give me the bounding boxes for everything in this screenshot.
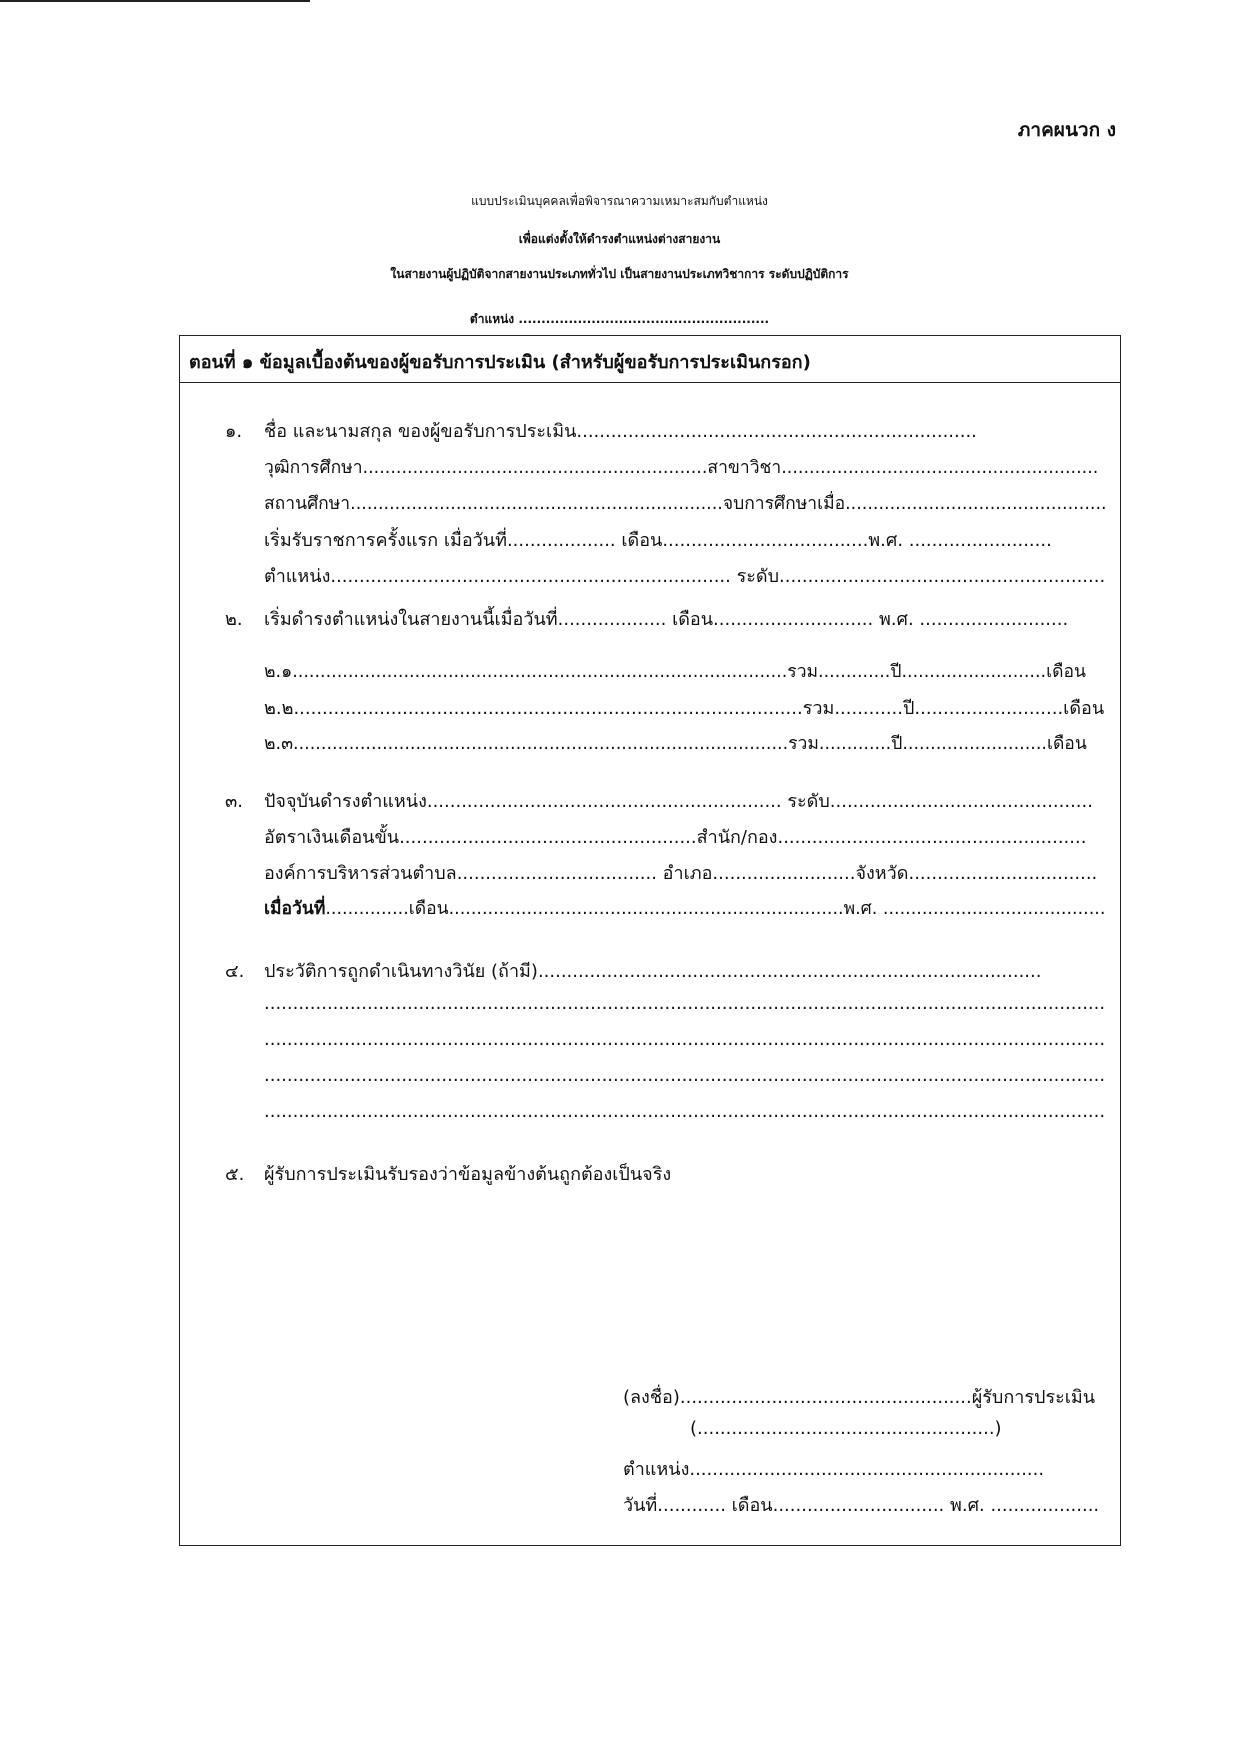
section-4-number: ๔. [225, 961, 245, 982]
line-start-date-field[interactable]: เริ่มดำรงตำแหน่งในสายงานนี้เมื่อวันที่................... เดือน............................ พ.ศ. .......................... [264, 609, 1069, 630]
signature-field[interactable]: (ลงชื่อ)...................................................ผู้รับการประเมิน [623, 1387, 1096, 1408]
applicant-name-field[interactable]: ชื่อ และนามสกุล ของผู้ขอรับการประเมิน...................................................................... [264, 421, 977, 442]
section-5-number: ๕. [225, 1164, 245, 1185]
date-label: เมื่อวันที่ [264, 899, 326, 919]
current-position-field[interactable]: ปัจจุบันดำรงตำแหน่ง.............................................................. ระดับ.............................................. [264, 791, 1093, 812]
section-3-number: ๓. [225, 791, 244, 812]
signer-position-field[interactable]: ตำแหน่ง.............................................................. [623, 1459, 1045, 1480]
education-field[interactable]: วุฒิการศึกษา..............................................................สาขาวิชา......................................................... [264, 458, 1099, 478]
section-1-number: ๑. [225, 421, 243, 442]
discipline-blank-line-3[interactable]: ................................................................................................................................................... [264, 1065, 1106, 1086]
date-dots: ...............เดือน.......................................................................พ.ศ. ........................................ [325, 899, 1106, 919]
position-history-2-3[interactable]: ๒.๓.........................................................................................รวม.............ปี..........................เดือน [264, 734, 1087, 754]
discipline-blank-line-1[interactable]: ................................................................................................................................................... [264, 993, 1106, 1014]
appendix-label: ภาคผนวก ง [1017, 119, 1116, 141]
form-title-line-1: แบบประเมินบุคคลเพื่อพิจารณาความเหมาะสมกับตำแหน่ง [471, 194, 768, 208]
organization-location-field[interactable]: องค์การบริหารส่วนตำบล................................... อำเภอ.........................จังหวัด................................. [264, 863, 1098, 884]
part1-header-bar [180, 336, 1120, 383]
discipline-blank-line-2[interactable]: ................................................................................................................................................... [264, 1029, 1106, 1050]
printed-name-field[interactable]: (....................................................) [690, 1418, 1002, 1439]
top-rule [0, 0, 310, 2]
signature-date-field[interactable]: วันที่............ เดือน.............................. พ.ศ. ................... [623, 1495, 1100, 1516]
form-title-line-3: ในสายงานผู้ปฏิบัติจากสายงานประเภททั่วไป เป็นสายงานประเภทวิชาการ ระดับปฏิบัติการ [390, 267, 849, 281]
part1-frame [179, 335, 1121, 1546]
service-start-date-field[interactable]: เริ่มรับราชการครั้งแรก เมื่อวันที่................... เดือน....................................พ.ศ. ......................... [264, 530, 1052, 551]
part1-header: ตอนที่ ๑ ข้อมูลเบื้องต้นของผู้ขอรับการประเมิน (สำหรับผู้ขอรับการประเมินกรอก) [189, 352, 811, 373]
position-history-2-2[interactable]: ๒.๒.........................................................................................รวม............ปี..........................เดือน [264, 698, 1105, 719]
position-history-2-1[interactable]: ๒.๑.........................................................................................รวม.............ปี..........................เดือน [264, 662, 1086, 682]
certification-statement: ผู้รับการประเมินรับรองว่าข้อมูลข้างต้นถูกต้องเป็นจริง [264, 1164, 672, 1185]
current-position-date-field[interactable] [264, 894, 1105, 922]
section-2-number: ๒. [225, 609, 243, 630]
position-field[interactable]: ตำแหน่ง ....................................................... [469, 312, 770, 326]
discipline-blank-line-4[interactable]: ................................................................................................................................................... [264, 1101, 1106, 1122]
form-title-line-2: เพื่อแต่งตั้งให้ดำรงตำแหน่งต่างสายงาน [518, 232, 721, 246]
s1-position-level-field[interactable]: ตำแหน่ง...................................................................... ระดับ......................................................... [264, 566, 1106, 587]
institution-field[interactable]: สถานศึกษา...................................................................จบการศึกษาเมื่อ............................................... [264, 494, 1107, 514]
salary-division-field[interactable]: อัตราเงินเดือนขั้น....................................................สำนัก/กอง...................................................... [264, 827, 1087, 848]
discipline-history-field[interactable]: ประวัติการถูกดำเนินทางวินัย (ถ้ามี)........................................................................................ [264, 961, 1042, 982]
